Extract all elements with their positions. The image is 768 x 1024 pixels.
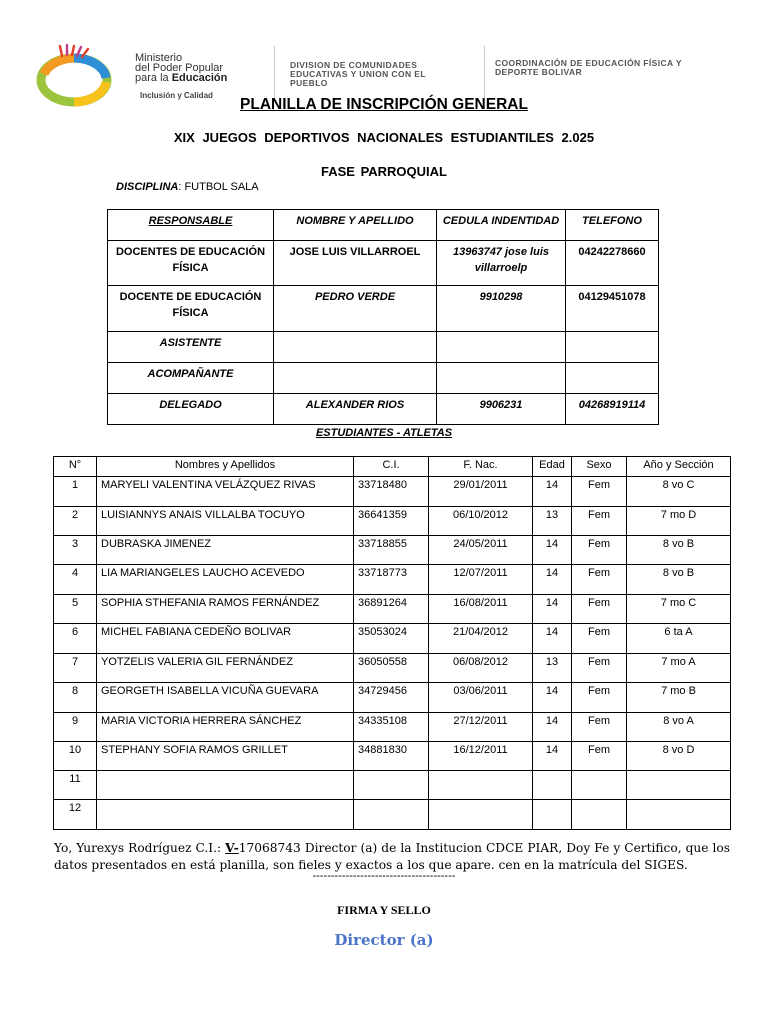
ci-cell: 33718480 <box>354 477 429 507</box>
name-cell: PEDRO VERDE <box>274 286 437 332</box>
certification-text: Yo, Yurexys Rodríguez C.I.: V-17068743 Director (a) de la Institucion CDCE PIAR, Doy Fe y Certifico, que los datos presentados en está planilla, son fieles y exactos a los que apare. cen en la matrícula del SIGES. <box>54 841 731 872</box>
number-cell: 10 <box>54 742 97 771</box>
grade-cell: 7 mo B <box>627 683 731 713</box>
table-row <box>108 332 659 363</box>
birthdate-cell: 03/06/2011 <box>429 683 533 713</box>
sex-cell: Fem <box>572 507 627 536</box>
age-cell: 14 <box>533 742 572 771</box>
ci-cell <box>354 771 429 800</box>
name-cell: MARIA VICTORIA HERRERA SÁNCHEZ <box>97 713 354 742</box>
name-cell: STEPHANY SOFIA RAMOS GRILLET <box>97 742 354 771</box>
ci-cell: 36891264 <box>354 595 429 624</box>
age-cell: 13 <box>533 507 572 536</box>
table-row <box>54 507 731 536</box>
age-cell: 13 <box>533 654 572 683</box>
birthdate-cell: 29/01/2011 <box>429 477 533 507</box>
name-cell: GEORGETH ISABELLA VICUÑA GUEVARA <box>97 683 354 713</box>
birthdate-cell: 27/12/2011 <box>429 713 533 742</box>
ci-cell: 33718855 <box>354 536 429 565</box>
table-row <box>54 536 731 565</box>
name-cell: LUISIANNYS ANAIS VILLALBA TOCUYO <box>97 507 354 536</box>
birthdate-cell: 06/08/2012 <box>429 654 533 683</box>
header-cell: Nombres y Apellidos <box>97 457 354 477</box>
age-cell: 14 <box>533 683 572 713</box>
grade-cell <box>627 771 731 800</box>
ci-cell: 33718773 <box>354 565 429 595</box>
grade-cell: 8 vo A <box>627 713 731 742</box>
birthdate-cell: 06/10/2012 <box>429 507 533 536</box>
header-cell: C.I. <box>354 457 429 477</box>
age-cell: 14 <box>533 565 572 595</box>
header-cell: F. Nac. <box>429 457 533 477</box>
header-cell: NOMBRE Y APELLIDO <box>274 210 437 241</box>
header-cell: Año y Sección <box>627 457 731 477</box>
sex-cell: Fem <box>572 624 627 654</box>
ministry-slogan: Inclusión y Calidad <box>140 91 213 100</box>
name-cell <box>97 771 354 800</box>
ministry-name: Ministerio del Poder Popular para la Educación <box>135 52 228 84</box>
document-title: PLANILLA DE INSCRIPCIÓN GENERAL <box>240 96 528 113</box>
number-cell: 5 <box>54 595 97 624</box>
age-cell: 14 <box>533 477 572 507</box>
header-cell: Edad <box>533 457 572 477</box>
id-cell: 9906231 <box>437 394 566 425</box>
ci-cell: 34335108 <box>354 713 429 742</box>
age-cell <box>533 800 572 830</box>
students-title: ESTUDIANTES - ATLETAS <box>315 427 453 439</box>
table-row <box>108 363 659 394</box>
table-row <box>54 565 731 595</box>
division-name: DIVISION DE COMUNIDADES EDUCATIVAS Y UNION CON EL PUEBLO <box>290 60 426 88</box>
table-row <box>108 394 659 425</box>
sex-cell: Fem <box>572 536 627 565</box>
sex-cell: Fem <box>572 742 627 771</box>
name-cell <box>274 332 437 363</box>
name-cell: YOTZELIS VALERIA GIL FERNÁNDEZ <box>97 654 354 683</box>
ci-cell: 35053024 <box>354 624 429 654</box>
birthdate-cell: 16/12/2011 <box>429 742 533 771</box>
grade-cell: 8 vo C <box>627 477 731 507</box>
table-row <box>108 241 659 286</box>
number-cell: 6 <box>54 624 97 654</box>
grade-cell: 7 mo C <box>627 595 731 624</box>
id-cell <box>437 332 566 363</box>
name-cell: MICHEL FABIANA CEDEÑO BOLIVAR <box>97 624 354 654</box>
name-cell <box>97 800 354 830</box>
header-cell: Sexo <box>572 457 627 477</box>
role-cell: ACOMPAÑANTE <box>108 363 274 394</box>
sex-cell: Fem <box>572 713 627 742</box>
sex-cell: Fem <box>572 477 627 507</box>
age-cell: 14 <box>533 595 572 624</box>
grade-cell: 7 mo D <box>627 507 731 536</box>
name-cell: DUBRASKA JIMENEZ <box>97 536 354 565</box>
role-cell: DOCENTE DE EDUCACIÓN FÍSICA <box>108 286 274 332</box>
students-table <box>53 456 731 830</box>
header-cell: RESPONSABLE <box>108 210 274 241</box>
ci-cell <box>354 800 429 830</box>
phone-cell: 04242278660 <box>566 241 659 286</box>
table-row <box>54 771 731 800</box>
table-row <box>54 595 731 624</box>
grade-cell: 8 vo D <box>627 742 731 771</box>
ci-cell: 36641359 <box>354 507 429 536</box>
coordination-name: COORDINACIÓN DE EDUCACIÓN FÍSICA Y DEPORTE BOLIVAR <box>495 58 682 77</box>
header-divider <box>274 46 275 100</box>
phone-cell: 04129451078 <box>566 286 659 332</box>
table-row <box>54 477 731 507</box>
name-cell: MARYELI VALENTINA VELÁZQUEZ RIVAS <box>97 477 354 507</box>
role-cell: ASISTENTE <box>108 332 274 363</box>
birthdate-cell: 16/08/2011 <box>429 595 533 624</box>
discipline <box>116 181 259 193</box>
number-cell: 11 <box>54 771 97 800</box>
birthdate-cell: 12/07/2011 <box>429 565 533 595</box>
discipline-label: DISCIPLINA <box>116 181 179 193</box>
name-cell <box>274 363 437 394</box>
name-cell: JOSE LUIS VILLARROEL <box>274 241 437 286</box>
phone-cell <box>566 363 659 394</box>
id-cell <box>437 363 566 394</box>
number-cell: 4 <box>54 565 97 595</box>
ci-cell: 34729456 <box>354 683 429 713</box>
table-header-row <box>54 457 731 477</box>
role-cell: DELEGADO <box>108 394 274 425</box>
sex-cell: Fem <box>572 683 627 713</box>
number-cell: 7 <box>54 654 97 683</box>
director-label: Director (a) <box>334 931 434 949</box>
phone-cell <box>566 332 659 363</box>
sex-cell: Fem <box>572 654 627 683</box>
sex-cell: Fem <box>572 565 627 595</box>
name-cell: SOPHIA STHEFANIA RAMOS FERNÁNDEZ <box>97 595 354 624</box>
signature-label: FIRMA Y SELLO <box>337 903 431 917</box>
number-cell: 2 <box>54 507 97 536</box>
signature-line: --------------------------------------- <box>312 870 456 882</box>
name-cell: LIA MARIANGELES LAUCHO ACEVEDO <box>97 565 354 595</box>
header-divider <box>484 46 485 100</box>
table-row <box>54 654 731 683</box>
age-cell <box>533 771 572 800</box>
sex-cell <box>572 771 627 800</box>
grade-cell: 8 vo B <box>627 536 731 565</box>
header-cell: CEDULA INDENTIDAD <box>437 210 566 241</box>
phone-cell: 04268919114 <box>566 394 659 425</box>
number-cell: 12 <box>54 800 97 830</box>
table-row <box>54 624 731 654</box>
birthdate-cell: 21/04/2012 <box>429 624 533 654</box>
phase-label: FASE PARROQUIAL <box>321 164 447 179</box>
table-header-row <box>108 210 659 241</box>
role-cell: DOCENTES DE EDUCACIÓN FÍSICA <box>108 241 274 286</box>
header-cell: N° <box>54 457 97 477</box>
table-row <box>54 742 731 771</box>
number-cell: 1 <box>54 477 97 507</box>
table-row <box>54 713 731 742</box>
number-cell: 9 <box>54 713 97 742</box>
birthdate-cell: 24/05/2011 <box>429 536 533 565</box>
name-cell: ALEXANDER RIOS <box>274 394 437 425</box>
sex-cell: Fem <box>572 595 627 624</box>
discipline-value: : FUTBOL SALA <box>178 181 259 193</box>
birthdate-cell <box>429 771 533 800</box>
age-cell: 14 <box>533 624 572 654</box>
number-cell: 3 <box>54 536 97 565</box>
table-row <box>108 286 659 332</box>
grade-cell <box>627 800 731 830</box>
table-row <box>54 683 731 713</box>
age-cell: 14 <box>533 713 572 742</box>
age-cell: 14 <box>533 536 572 565</box>
id-cell: 13963747 jose luis villarroelp <box>437 241 566 286</box>
number-cell: 8 <box>54 683 97 713</box>
table-row <box>54 800 731 830</box>
document-subtitle: XIX JUEGOS DEPORTIVOS NACIONALES ESTUDIANTILES 2.025 <box>173 130 595 145</box>
grade-cell: 7 mo A <box>627 654 731 683</box>
ci-cell: 34881830 <box>354 742 429 771</box>
grade-cell: 6 ta A <box>627 624 731 654</box>
grade-cell: 8 vo B <box>627 565 731 595</box>
sex-cell <box>572 800 627 830</box>
ci-cell: 36050558 <box>354 654 429 683</box>
responsible-table <box>107 209 659 425</box>
id-cell: 9910298 <box>437 286 566 332</box>
header-cell: TELEFONO <box>566 210 659 241</box>
birthdate-cell <box>429 800 533 830</box>
